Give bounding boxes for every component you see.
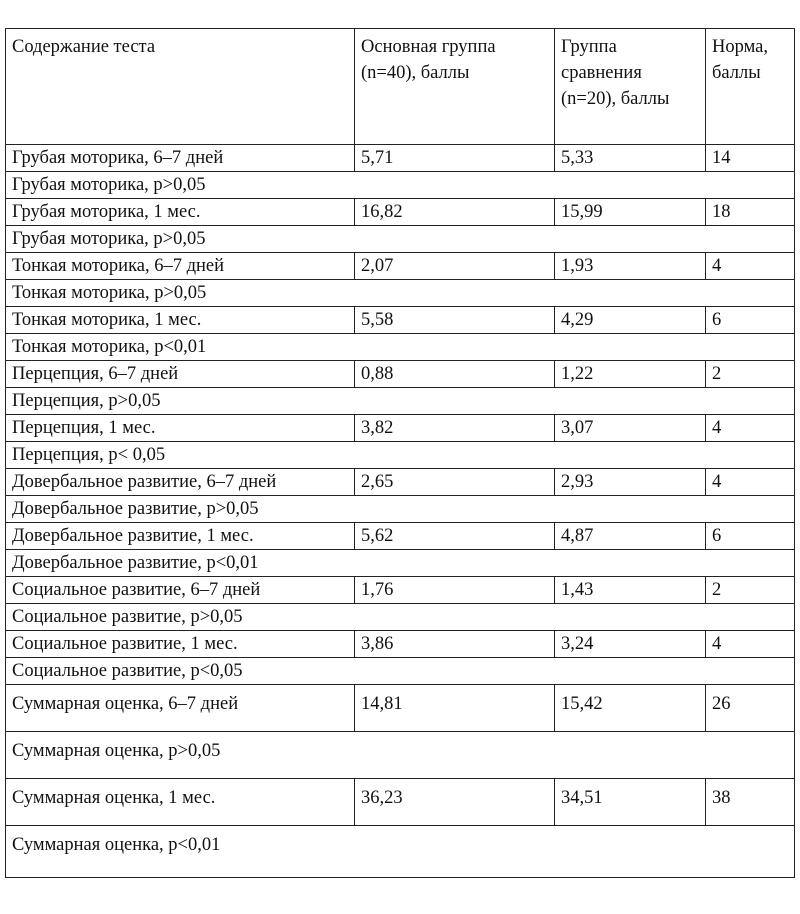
comparison-group-value-cell: 1,43 <box>555 577 706 604</box>
norm-value-cell: 14 <box>706 145 795 172</box>
significance-cell: Грубая моторика, p>0,05 <box>6 226 795 253</box>
main-group-value-cell: 1,76 <box>355 577 555 604</box>
significance-cell: Суммарная оценка, p>0,05 <box>6 732 795 779</box>
main-group-value-cell: 16,82 <box>355 199 555 226</box>
significance-cell: Довербальное развитие, p>0,05 <box>6 496 795 523</box>
main-group-value-cell: 14,81 <box>355 685 555 732</box>
significance-row <box>6 442 795 469</box>
norm-value-cell: 4 <box>706 631 795 658</box>
row-label-cell: Грубая моторика, 6–7 дней <box>6 145 355 172</box>
significance-row <box>6 732 795 779</box>
comparison-group-value-cell: 4,87 <box>555 523 706 550</box>
row-label-cell: Довербальное развитие, 6–7 дней <box>6 469 355 496</box>
main-group-value-cell: 2,07 <box>355 253 555 280</box>
comparison-group-value-cell: 3,07 <box>555 415 706 442</box>
table-row <box>6 307 795 334</box>
table-row <box>6 415 795 442</box>
significance-row <box>6 280 795 307</box>
main-group-value-cell: 5,58 <box>355 307 555 334</box>
row-label-cell: Суммарная оценка, 6–7 дней <box>6 685 355 732</box>
table-row <box>6 469 795 496</box>
significance-row <box>6 496 795 523</box>
table-row <box>6 253 795 280</box>
norm-value-cell: 6 <box>706 523 795 550</box>
results-table <box>5 28 795 878</box>
significance-row <box>6 826 795 878</box>
significance-row <box>6 604 795 631</box>
significance-cell: Тонкая моторика, p<0,01 <box>6 334 795 361</box>
comparison-group-value-cell: 5,33 <box>555 145 706 172</box>
comparison-group-value-cell: 3,24 <box>555 631 706 658</box>
significance-cell: Тонкая моторика, p>0,05 <box>6 280 795 307</box>
row-label-cell: Тонкая моторика, 6–7 дней <box>6 253 355 280</box>
norm-value-cell: 2 <box>706 577 795 604</box>
table-row <box>6 779 795 826</box>
norm-value-cell: 2 <box>706 361 795 388</box>
table-row <box>6 361 795 388</box>
norm-value-cell: 6 <box>706 307 795 334</box>
header-cell-comparison-group: Группа сравнения (n=20), баллы <box>555 29 706 145</box>
significance-cell: Грубая моторика, p>0,05 <box>6 172 795 199</box>
norm-value-cell: 4 <box>706 253 795 280</box>
row-label-cell: Социальное развитие, 6–7 дней <box>6 577 355 604</box>
row-label-cell: Социальное развитие, 1 мес. <box>6 631 355 658</box>
comparison-group-value-cell: 15,42 <box>555 685 706 732</box>
header-cell-main-group: Основная группа (n=40), баллы <box>355 29 555 145</box>
comparison-group-value-cell: 2,93 <box>555 469 706 496</box>
table-row <box>6 631 795 658</box>
row-label-cell: Грубая моторика, 1 мес. <box>6 199 355 226</box>
main-group-value-cell: 36,23 <box>355 779 555 826</box>
main-group-value-cell: 3,86 <box>355 631 555 658</box>
comparison-group-value-cell: 34,51 <box>555 779 706 826</box>
significance-row <box>6 388 795 415</box>
row-label-cell: Довербальное развитие, 1 мес. <box>6 523 355 550</box>
significance-row <box>6 334 795 361</box>
significance-row <box>6 172 795 199</box>
comparison-group-value-cell: 1,93 <box>555 253 706 280</box>
norm-value-cell: 38 <box>706 779 795 826</box>
table-row <box>6 199 795 226</box>
table-row <box>6 523 795 550</box>
header-cell-test: Содержание теста <box>6 29 355 145</box>
significance-row <box>6 550 795 577</box>
significance-cell: Довербальное развитие, p<0,01 <box>6 550 795 577</box>
main-group-value-cell: 0,88 <box>355 361 555 388</box>
table-row <box>6 685 795 732</box>
norm-value-cell: 26 <box>706 685 795 732</box>
main-group-value-cell: 3,82 <box>355 415 555 442</box>
comparison-group-value-cell: 4,29 <box>555 307 706 334</box>
significance-row <box>6 226 795 253</box>
significance-cell: Перцепция, p>0,05 <box>6 388 795 415</box>
main-group-value-cell: 5,71 <box>355 145 555 172</box>
significance-cell: Перцепция, p< 0,05 <box>6 442 795 469</box>
significance-cell: Социальное развитие, p>0,05 <box>6 604 795 631</box>
row-label-cell: Перцепция, 6–7 дней <box>6 361 355 388</box>
row-label-cell: Тонкая моторика, 1 мес. <box>6 307 355 334</box>
significance-cell: Суммарная оценка, p<0,01 <box>6 826 795 878</box>
table-row <box>6 577 795 604</box>
main-group-value-cell: 5,62 <box>355 523 555 550</box>
comparison-group-value-cell: 1,22 <box>555 361 706 388</box>
comparison-group-value-cell: 15,99 <box>555 199 706 226</box>
header-cell-norm: Норма, баллы <box>706 29 795 145</box>
row-label-cell: Суммарная оценка, 1 мес. <box>6 779 355 826</box>
row-label-cell: Перцепция, 1 мес. <box>6 415 355 442</box>
header-row <box>6 29 795 145</box>
main-group-value-cell: 2,65 <box>355 469 555 496</box>
table-row <box>6 145 795 172</box>
significance-cell: Социальное развитие, p<0,05 <box>6 658 795 685</box>
norm-value-cell: 4 <box>706 469 795 496</box>
norm-value-cell: 4 <box>706 415 795 442</box>
significance-row <box>6 658 795 685</box>
norm-value-cell: 18 <box>706 199 795 226</box>
